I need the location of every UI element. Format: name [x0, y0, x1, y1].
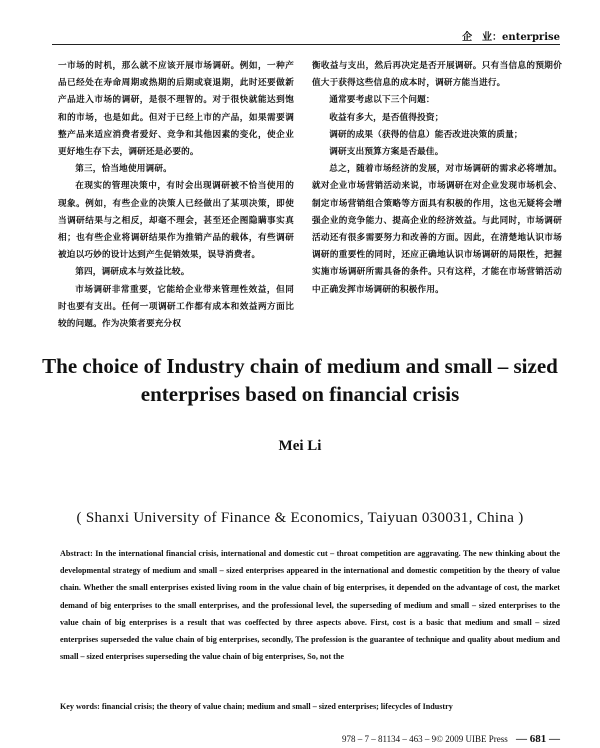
right-column — [312, 58, 562, 299]
header-rule — [52, 44, 560, 45]
paper-title: The choice of Industry chain of medium and small – sized enterprises based on financial crisis — [42, 354, 558, 406]
left-column — [58, 58, 294, 333]
paragraph: 通常要考虑以下三个问题： — [329, 95, 435, 106]
keywords-label: Key words: — [60, 702, 100, 711]
keywords — [60, 698, 560, 715]
paragraph: 市场调研非常重要，它能给企业带来管理性效益，但同时也要有支出。任何一项调研工作都有成本和效益两方面比较的问题。作为决策者要充分权 — [58, 284, 294, 330]
page-footer — [260, 733, 560, 745]
paragraph: 调研支出预算方案是否最佳。 — [329, 147, 444, 158]
abstract — [60, 545, 560, 665]
author-affiliation: ( Shanxi University of Finance & Economics, Taiyuan 030031, China ) — [76, 510, 524, 526]
paragraph: 调研的成果（获得的信息）能否改进决策的质量； — [329, 129, 523, 140]
paragraph: 收益有多大，是否值得投资； — [329, 112, 444, 123]
running-header: 企 业：enterprise — [462, 32, 560, 43]
abstract-label: Abstract: — [60, 549, 93, 558]
paragraph: 第四，调研成本与效益比较。 — [75, 267, 190, 278]
paragraph: 一市场的时机，那么就不应该开展市场调研。例如，一种产品已经处在寿命周期或热期的后期或衰退期，此时还要做新产品进入市场的调研，是很不理智的。对于很快就能达到饱和的市场，也是如此。但对于已经上市的产品，如果需要调整产品来适应消费者爱好、竞争和其他因素的变化，使企业更好地生存下去，调研还是必要的。 — [58, 61, 294, 158]
keywords-text: financial crisis; the theory of value chain; medium and small – sized enterprises; lifecycles of Industry — [99, 702, 453, 711]
paragraph: 在现实的管理决策中，有时会出现调研被不恰当使用的现象。例如，有些企业的决策人已经做出了某项决策，即使当调研结果与之相反，却毫不理会，甚至还企图隐瞒事实真相；也有些企业将调研结果作为推销产品的载体，有些调研被迫以巧妙的设计达到产生促销效果，误导消费者。 — [58, 181, 294, 261]
isbn-line: 978 – 7 – 81134 – 463 – 9© 2009 UIBE Press — [341, 734, 508, 744]
author-name: Mei Li — [278, 438, 322, 454]
page-number: — 681 — — [516, 733, 560, 745]
paragraph: 第三，恰当地使用调研。 — [75, 164, 172, 175]
paragraph: 衡收益与支出，然后再决定是否开展调研。只有当信息的预期价值大于获得这些信息的成本时，调研方能当进行。 — [312, 61, 562, 89]
abstract-text: In the international financial crisis, international and domestic cut – throat competition are aggravating. The new thinking about the developmental strategy of medium and small – sized enterprises appeared in the international and domestic competition by the theory of value chain. Whether the small enterprises existed living room in the value chain of big enterprises, it depended on the advantage of cost, the market demand of big enterprises to the small enterprises, and the professional level, the superseding of medium and small – sized enterprises to the value chain of big enterprises is a result that was coeffected by three aspects above. First, cost is a basic that medium and small – sized enterprises superseded the value chain of big enterprises, secondly, The profession is the guarantee of technique and quality about medium and small – sized enterprises superseding the value chain of big enterprises, So, not the — [60, 549, 560, 662]
paragraph: 总之，随着市场经济的发展，对市场调研的需求必将增加。就对企业市场营销活动来说，市场调研在对企业发现市场机会、制定市场营销组合策略等方面具有积极的作用，这也无疑将会增强企业的竞争能力、提高企业的经济效益。与此同时，市场调研活动还有很多需要努力和改善的方面。因此，在清楚地认识市场调研的重要性的同时，还应正确地认识市场调研的局限性，把握实施市场调研所需具备的条件。只有这样，才能在市场营销活动中正确发挥市场调研的积极作用。 — [312, 164, 562, 295]
